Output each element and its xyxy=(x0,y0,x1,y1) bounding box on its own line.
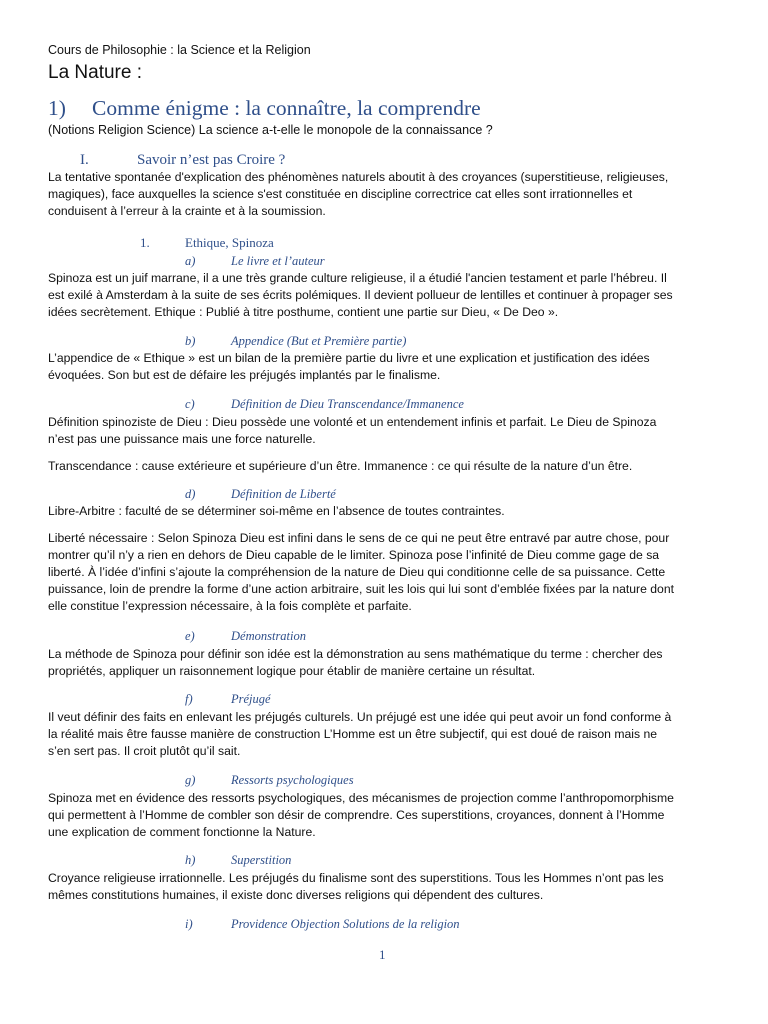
text-line: La méthode de Spinoza pour définir son idée est la démonstration au sens mathématique du terme : chercher des xyxy=(48,647,663,661)
text-line: la réalité mais être fausse manière de construction L’Homme est un être subjectif, qui est doué de raison mais ne xyxy=(48,727,658,741)
text-line: qui permettent à l’Homme de combler son désir de comprendre. Ces superstitions, croyances, donnent à l’Homme xyxy=(48,808,665,822)
item-paragraph xyxy=(48,503,728,520)
text-line: n’est pas une puissance mais une force naturelle. xyxy=(48,432,316,446)
item-title: Définition de Liberté xyxy=(231,487,336,501)
item-title: Appendice (But et Première partie) xyxy=(231,334,407,348)
text-line: une explication de comment fonctionne la Nature. xyxy=(48,825,316,839)
text-line: liberté. À l’idée d’infini s’ajoute la compréhension de la nature de Dieu qui conditionne celle de sa puissance. Cette xyxy=(48,565,666,579)
text-line: Croyance religieuse irrationnelle. Les préjugés du finalisme sont des superstitions. Tous les Hommes n’ont pas les xyxy=(48,871,664,885)
text-line: elle constitue l’expression nécessaire, à la fois complète et parfaite. xyxy=(48,599,412,613)
item-title: Préjugé xyxy=(231,692,271,706)
item-letter: d) xyxy=(185,487,196,501)
text-line: montrer qu’il n’y a rien en dehors de Dieu capable de le limiter. Spinoza pose l’infinité de Dieu comme gage de sa xyxy=(48,548,660,562)
page-number: 1 xyxy=(379,947,386,962)
item-paragraph xyxy=(48,709,728,760)
item-paragraph xyxy=(48,414,728,448)
item-paragraph xyxy=(48,458,728,475)
section-number: 1) xyxy=(48,96,66,120)
text-line: idées secrètement. Ethique : Publié à titre posthume, contient une partie sur Dieu, « De Deo ». xyxy=(48,305,559,319)
text-line: Transcendance : cause extérieure et supérieure d’un être. Immanence : ce qui résulte de la nature d’un être. xyxy=(48,459,633,473)
text-line: magiques), face auxquelles la science s'est constituée en discipline correctrice cat elles sont irrationnelles et xyxy=(48,187,633,201)
item-title: Providence Objection Solutions de la religion xyxy=(231,917,460,931)
text-line: L’appendice de « Ethique » est un bilan de la première partie du livre et une explication et justification des idées xyxy=(48,351,650,365)
course-title: Cours de Philosophie : la Science et la Religion xyxy=(48,43,311,57)
text-line: Spinoza est un juif marrane, il a une très grande culture religieuse, il a étudié l'ancien testament et parle l’hébreu. Il xyxy=(48,271,667,285)
item-title: Le livre et l’auteur xyxy=(231,254,325,268)
text-line: est exilé à Amsterdam à la suite de ses écrits polémiques. Il devient pollueur de lentilles et continuer à propager ses xyxy=(48,288,673,302)
text-line: La tentative spontanée d'explication des phénomènes naturels aboutit à des croyances (superstitieuse, religieuses, xyxy=(48,170,669,184)
item-letter: a) xyxy=(185,254,196,268)
item-title: Définition de Dieu Transcendance/Immanence xyxy=(231,397,464,411)
intro-paragraph xyxy=(48,169,728,220)
subsection-title: Ethique, Spinoza xyxy=(185,235,274,250)
text-line: Il veut définir des faits en enlevant les préjugés culturels. Un préjugé est une idée qui peut avoir un fond conforme à xyxy=(48,710,672,724)
section-subtitle: (Notions Religion Science) La science a-t-elle le monopole de la connaissance ? xyxy=(48,123,493,137)
text-line: propriétés, appliquer un raisonnement logique pour établir de manière certaine un résultat. xyxy=(48,664,536,678)
item-paragraph xyxy=(48,790,728,841)
item-letter: c) xyxy=(185,397,195,411)
item-title: Superstition xyxy=(231,853,292,867)
item-title: Ressorts psychologiques xyxy=(231,773,354,787)
text-line: mêmes constitutions humaines, il existe donc diverses religions qui dépendent des cultures. xyxy=(48,888,544,902)
item-paragraph xyxy=(48,646,728,680)
text-line: évoquées. Son but est de défaire les préjugés implantés par le finalisme. xyxy=(48,368,441,382)
text-line: s’en sert pas. Il croit plutôt qu’il sait. xyxy=(48,744,241,758)
text-line: Définition spinoziste de Dieu : Dieu possède une volonté et un entendement infinis et parfait. Le Dieu de Spinoza xyxy=(48,415,657,429)
item-paragraph xyxy=(48,530,728,615)
subheading-title: Savoir n’est pas Croire ? xyxy=(137,152,286,168)
item-letter: f) xyxy=(185,692,193,706)
item-letter: h) xyxy=(185,853,196,867)
item-paragraph xyxy=(48,350,728,384)
subsection-number: 1. xyxy=(140,235,150,250)
item-title: Démonstration xyxy=(231,629,306,643)
text-line: Liberté nécessaire : Selon Spinoza Dieu est infini dans le sens de ce qui ne peut être entravé par autre chose, pour xyxy=(48,531,670,545)
item-paragraph xyxy=(48,870,728,904)
item-letter: i) xyxy=(185,917,193,931)
text-line: puissance, loin de prendre la forme d’une action arbitraire, suit les lois qui lui sont d’emblée fixées par la nature dont xyxy=(48,582,674,596)
subheading-number: I. xyxy=(80,152,89,168)
text-line: Libre-Arbitre : faculté de se déterminer soi-même en l’absence de toutes contraintes. xyxy=(48,504,505,518)
text-line: Spinoza met en évidence des ressorts psychologiques, des mécanismes de projection comme l’anthropomorphisme xyxy=(48,791,674,805)
item-paragraph xyxy=(48,270,728,321)
item-letter: b) xyxy=(185,334,196,348)
item-letter: g) xyxy=(185,773,196,787)
item-letter: e) xyxy=(185,629,195,643)
page-title: La Nature : xyxy=(48,62,142,83)
section-heading: Comme énigme : la connaître, la comprendre xyxy=(92,96,481,120)
text-line: conduisent à l’erreur à la crainte et à la soumission. xyxy=(48,204,326,218)
